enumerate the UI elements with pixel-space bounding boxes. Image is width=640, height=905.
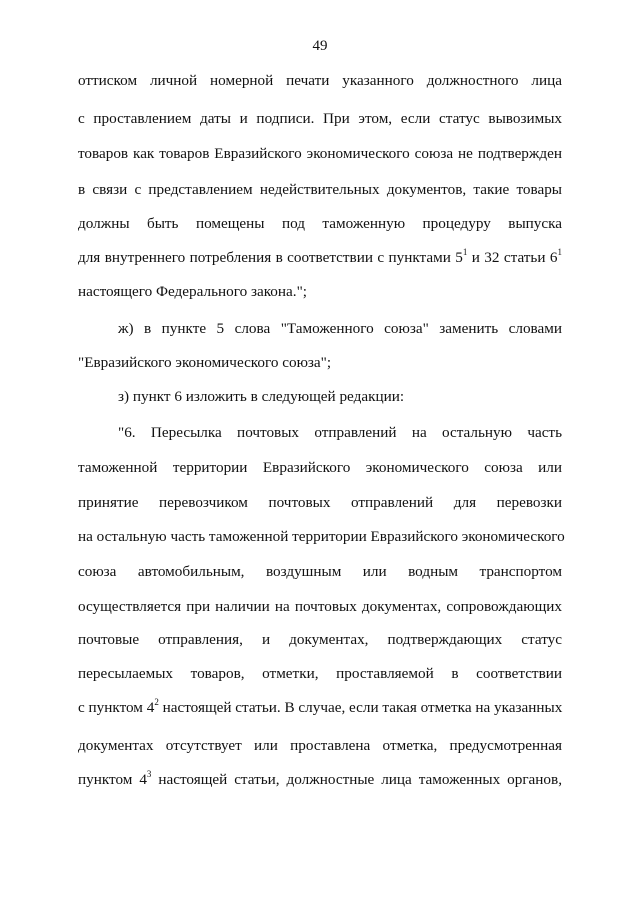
text-line: с проставлением даты и подписи. При этом, если статус вывозимых [78,110,562,127]
text-line: "Евразийского экономического союза"; [78,354,332,371]
text-line-with-superscripts [78,696,563,717]
page-number: 49 [312,38,328,54]
text-line: принятие перевозчиком почтовых отправлений для перевозки [78,494,562,511]
superscript: 3 [146,768,152,779]
text-line: пересылаемых товаров, отметки, проставляемой в соответствии [78,665,562,682]
text-line: осуществляется при наличии на почтовых документах, сопровождающих [78,598,562,615]
line-segment: настоящей статьи. В случае, если такая отметка на указанных [158,699,563,716]
superscript: 2 [154,696,159,707]
line-segment: и 32 статьи 6 [467,249,558,266]
text-line: должны быть помещены под таможенную процедуру выпуска [78,215,562,232]
text-line-with-superscripts [78,768,562,789]
text-line: з) пункт 6 изложить в следующей редакции: [118,388,405,405]
text-line: ж) в пункте 5 слова "Таможенного союза" заменить словами [118,320,562,337]
text-line: оттиском личной номерной печати указанного должностного лица [78,72,562,89]
text-line: документах отсутствует или проставлена отметка, предусмотренная [78,737,562,754]
superscript: 1 [557,246,562,257]
line-segment: с пунктом 4 [78,699,155,716]
text-line: товаров как товаров Евразийского экономического союза не подтвержден [78,145,562,162]
text-line: настоящего Федерального закона."; [78,283,307,300]
text-line: почтовые отправления, и документах, подтверждающих статус [78,631,562,648]
text-line: таможенной территории Евразийского экономического союза или [78,459,562,476]
line-segment: пунктом 4 [78,771,147,788]
superscript: 1 [462,246,468,257]
line-segment: для внутреннего потребления в соответствии с пунктами 5 [78,249,463,266]
text-line: "6. Пересылка почтовых отправлений на остальную часть [118,424,562,441]
text-line-with-superscripts [78,246,562,267]
text-line: союза автомобильным, воздушным или водным транспортом [78,563,562,580]
text-line: в связи с представлением недействительных документов, такие товары [78,181,562,198]
line-segment: настоящей статьи, должностные лица таможенных органов, [151,771,562,788]
text-line: на остальную часть таможенной территории Евразийского экономического [78,528,565,545]
